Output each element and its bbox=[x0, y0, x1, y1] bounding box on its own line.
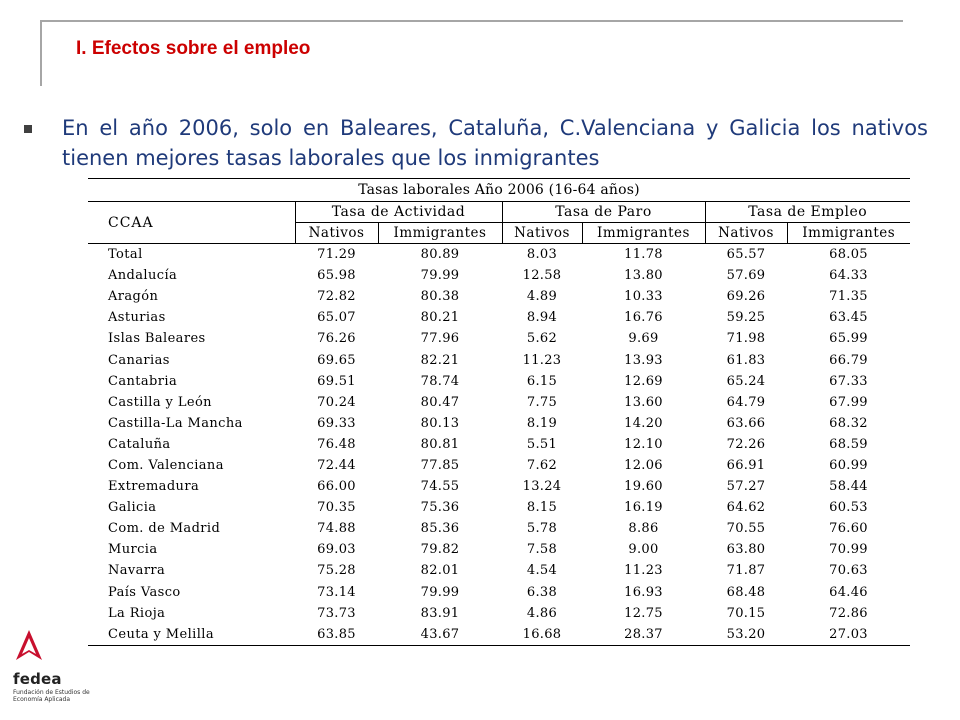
table-cell: 69.65 bbox=[317, 352, 356, 368]
bullet-square-icon bbox=[24, 125, 32, 133]
table-cell: 64.46 bbox=[829, 584, 868, 600]
table-cell: 71.98 bbox=[726, 331, 766, 347]
table-row bbox=[88, 286, 910, 307]
table-cell: 82.21 bbox=[420, 352, 460, 368]
table-cell: 8.19 bbox=[526, 415, 558, 431]
table-cell: 12.06 bbox=[624, 457, 663, 473]
row-label: Cataluña bbox=[108, 436, 171, 452]
table-cell: 5.62 bbox=[526, 331, 558, 347]
table-cell: 69.26 bbox=[726, 289, 766, 305]
table-cell: 70.24 bbox=[317, 394, 356, 410]
table-row bbox=[88, 307, 910, 328]
table-cell: 9.69 bbox=[628, 331, 659, 347]
table-cell: 83.91 bbox=[420, 605, 460, 621]
row-label: Andalucía bbox=[108, 268, 178, 284]
group-header-paro: Tasa de Paro bbox=[502, 202, 705, 223]
table-cell: 74.88 bbox=[317, 521, 356, 537]
table-cell: 75.36 bbox=[420, 500, 460, 516]
row-label: Canarias bbox=[108, 352, 170, 368]
table-cell: 85.36 bbox=[420, 521, 460, 537]
table-cell: 65.07 bbox=[317, 310, 356, 326]
table-row bbox=[88, 328, 910, 349]
subheader-cell: Nativos bbox=[295, 223, 378, 244]
table-row bbox=[88, 624, 910, 646]
table-cell: 63.45 bbox=[829, 310, 868, 326]
table-cell: 67.99 bbox=[829, 394, 868, 410]
row-label: Galicia bbox=[108, 500, 157, 516]
table-cell: 76.60 bbox=[829, 521, 868, 537]
table-cell: 72.86 bbox=[829, 605, 868, 621]
table-row bbox=[88, 497, 910, 518]
table-cell: 80.38 bbox=[420, 289, 460, 305]
table-cell: 16.93 bbox=[624, 584, 663, 600]
table-cell: 65.24 bbox=[726, 373, 766, 389]
table-cell: 69.51 bbox=[317, 373, 356, 389]
row-label: Total bbox=[108, 247, 143, 263]
table-cell: 79.82 bbox=[420, 542, 460, 558]
row-label: Castilla y León bbox=[108, 394, 212, 410]
table-cell: 58.44 bbox=[829, 479, 868, 495]
table-cell: 16.76 bbox=[624, 310, 663, 326]
table-cell: 63.80 bbox=[726, 542, 766, 558]
table-cell: 13.60 bbox=[624, 394, 663, 410]
table-row bbox=[88, 413, 910, 434]
table-cell: 28.37 bbox=[582, 624, 705, 646]
table-cell: 66.79 bbox=[829, 352, 868, 368]
table-cell: 69.03 bbox=[317, 542, 356, 558]
table-cell: 16.19 bbox=[624, 500, 663, 516]
table-cell: 12.10 bbox=[624, 436, 663, 452]
table-cell: 11.23 bbox=[624, 563, 663, 579]
subheader-cell: Nativos bbox=[705, 223, 787, 244]
row-label: Castilla-La Mancha bbox=[108, 415, 243, 431]
table-cell: 73.73 bbox=[317, 605, 356, 621]
table-cell: 4.86 bbox=[526, 605, 558, 621]
subheader-cell: Immigrantes bbox=[787, 223, 910, 244]
table-cell: 53.20 bbox=[705, 624, 787, 646]
subheader-cell: Immigrantes bbox=[582, 223, 705, 244]
table-cell: 71.29 bbox=[317, 247, 356, 263]
frame-top-line bbox=[40, 20, 903, 22]
table-cell: 70.15 bbox=[726, 605, 766, 621]
table-cell: 82.01 bbox=[420, 563, 460, 579]
subheader-cell: Nativos bbox=[502, 223, 582, 244]
table-cell: 76.26 bbox=[317, 331, 356, 347]
table-cell: 80.21 bbox=[420, 310, 460, 326]
row-label: Asturias bbox=[108, 310, 166, 326]
table-row bbox=[88, 371, 910, 392]
table-cell: 68.59 bbox=[829, 436, 868, 452]
table-cell: 64.79 bbox=[726, 394, 766, 410]
table-cell: 70.99 bbox=[829, 542, 868, 558]
table-cell: 19.60 bbox=[624, 479, 663, 495]
row-label: Murcia bbox=[108, 542, 158, 558]
table-cell: 66.91 bbox=[726, 457, 766, 473]
table-cell: 11.23 bbox=[522, 352, 562, 368]
table-cell: 43.67 bbox=[378, 624, 502, 646]
table-cell: 13.24 bbox=[522, 479, 562, 495]
table-row bbox=[88, 603, 910, 624]
table-title: Tasas laborales Año 2006 (16-64 años) bbox=[88, 179, 910, 202]
table-row bbox=[88, 518, 910, 539]
table-cell: 69.33 bbox=[317, 415, 356, 431]
table-row bbox=[88, 265, 910, 286]
table-cell: 64.33 bbox=[829, 268, 868, 284]
table-cell: 78.74 bbox=[420, 373, 460, 389]
row-label: Ceuta y Melilla bbox=[88, 624, 295, 646]
table-cell: 12.75 bbox=[624, 605, 663, 621]
table-cell: 67.33 bbox=[829, 373, 868, 389]
table-cell: 4.54 bbox=[526, 563, 558, 579]
table-cell: 4.89 bbox=[526, 289, 558, 305]
table-cell: 70.63 bbox=[829, 563, 868, 579]
table-cell: 9.00 bbox=[628, 542, 659, 558]
table-cell: 66.00 bbox=[317, 479, 356, 495]
table-cell: 80.89 bbox=[420, 247, 460, 263]
row-label: Com. de Madrid bbox=[108, 521, 221, 537]
table-cell: 73.14 bbox=[317, 584, 356, 600]
table-cell: 6.15 bbox=[526, 373, 558, 389]
table-cell: 72.26 bbox=[726, 436, 766, 452]
bullet-text: En el año 2006, solo en Baleares, Cataluña, C.Valenciana y Galicia los nativos tienen mejores tasas laborales que los inmigrantes bbox=[62, 116, 928, 170]
table-cell: 6.38 bbox=[526, 584, 558, 600]
table-row bbox=[88, 455, 910, 476]
table-cell: 63.85 bbox=[295, 624, 378, 646]
row-label: La Rioja bbox=[108, 605, 166, 621]
row-label: Com. Valenciana bbox=[108, 457, 224, 473]
table-row bbox=[88, 434, 910, 455]
table-cell: 74.55 bbox=[420, 479, 460, 495]
logo-wordmark: fedea bbox=[13, 670, 62, 688]
table-cell: 8.03 bbox=[526, 247, 558, 263]
table-cell: 65.99 bbox=[829, 331, 868, 347]
table-cell: 14.20 bbox=[624, 415, 663, 431]
ccaa-header: CCAA bbox=[88, 202, 295, 244]
table-cell: 11.78 bbox=[624, 247, 663, 263]
table-row bbox=[88, 539, 910, 560]
table-cell: 79.99 bbox=[420, 584, 460, 600]
table-cell: 80.13 bbox=[420, 415, 460, 431]
table-row bbox=[88, 392, 910, 413]
table-cell: 76.48 bbox=[317, 436, 356, 452]
table-cell: 72.82 bbox=[317, 289, 356, 305]
row-label: Aragón bbox=[108, 289, 159, 305]
slide-title: I. Efectos sobre el empleo bbox=[76, 38, 311, 59]
table-cell: 77.85 bbox=[420, 457, 460, 473]
table-cell: 70.35 bbox=[317, 500, 356, 516]
table-cell: 7.75 bbox=[526, 394, 558, 410]
table-cell: 16.68 bbox=[502, 624, 582, 646]
table-cell: 5.51 bbox=[526, 436, 558, 452]
table-cell: 80.47 bbox=[420, 394, 460, 410]
table-cell: 7.62 bbox=[526, 457, 558, 473]
table-cell: 72.44 bbox=[317, 457, 356, 473]
table-row bbox=[88, 244, 910, 266]
group-header-actividad: Tasa de Actividad bbox=[295, 202, 502, 223]
table-cell: 70.55 bbox=[726, 521, 766, 537]
table-cell: 77.96 bbox=[420, 331, 460, 347]
table-cell: 60.99 bbox=[829, 457, 868, 473]
table-row bbox=[88, 560, 910, 581]
table-cell: 57.27 bbox=[726, 479, 766, 495]
table-body bbox=[88, 244, 910, 646]
table-cell: 59.25 bbox=[726, 310, 766, 326]
table-cell: 10.33 bbox=[624, 289, 663, 305]
row-label: Extremadura bbox=[108, 479, 200, 495]
subheader-cell: Immigrantes bbox=[378, 223, 502, 244]
table-cell: 13.93 bbox=[624, 352, 663, 368]
table-cell: 64.62 bbox=[726, 500, 766, 516]
frame-left-line bbox=[40, 20, 42, 86]
group-header-empleo: Tasa de Empleo bbox=[705, 202, 910, 223]
table-cell: 61.83 bbox=[726, 352, 766, 368]
table-cell: 60.53 bbox=[829, 500, 868, 516]
table-cell: 65.57 bbox=[726, 247, 766, 263]
table-cell: 8.15 bbox=[526, 500, 558, 516]
table-cell: 68.48 bbox=[726, 584, 766, 600]
row-label: Islas Baleares bbox=[108, 331, 206, 347]
table-cell: 68.32 bbox=[829, 415, 868, 431]
table-cell: 80.81 bbox=[420, 436, 460, 452]
table-row bbox=[88, 582, 910, 603]
row-label: País Vasco bbox=[108, 584, 181, 600]
table-row bbox=[88, 349, 910, 370]
table-cell: 71.35 bbox=[829, 289, 868, 305]
logo-subtitle: Fundación de Estudios de Economía Aplicada bbox=[13, 689, 90, 703]
table-cell: 8.86 bbox=[628, 521, 659, 537]
table-row bbox=[88, 476, 910, 497]
table-cell: 27.03 bbox=[787, 624, 910, 646]
table-cell: 57.69 bbox=[726, 268, 766, 284]
table-cell: 8.94 bbox=[526, 310, 558, 326]
row-label: Cantabria bbox=[108, 373, 178, 389]
table-cell: 68.05 bbox=[829, 247, 868, 263]
table-cell: 13.80 bbox=[624, 268, 663, 284]
row-label: Navarra bbox=[108, 563, 166, 579]
table-cell: 71.87 bbox=[726, 563, 766, 579]
table-cell: 75.28 bbox=[317, 563, 356, 579]
table-cell: 63.66 bbox=[726, 415, 766, 431]
table-cell: 7.58 bbox=[526, 542, 558, 558]
table-cell: 12.58 bbox=[522, 268, 562, 284]
labor-rates-table bbox=[88, 178, 910, 646]
table-cell: 12.69 bbox=[624, 373, 663, 389]
table-cell: 79.99 bbox=[420, 268, 460, 284]
table-cell: 5.78 bbox=[526, 521, 558, 537]
table-cell: 65.98 bbox=[317, 268, 356, 284]
labor-rates-table-container bbox=[88, 178, 910, 646]
